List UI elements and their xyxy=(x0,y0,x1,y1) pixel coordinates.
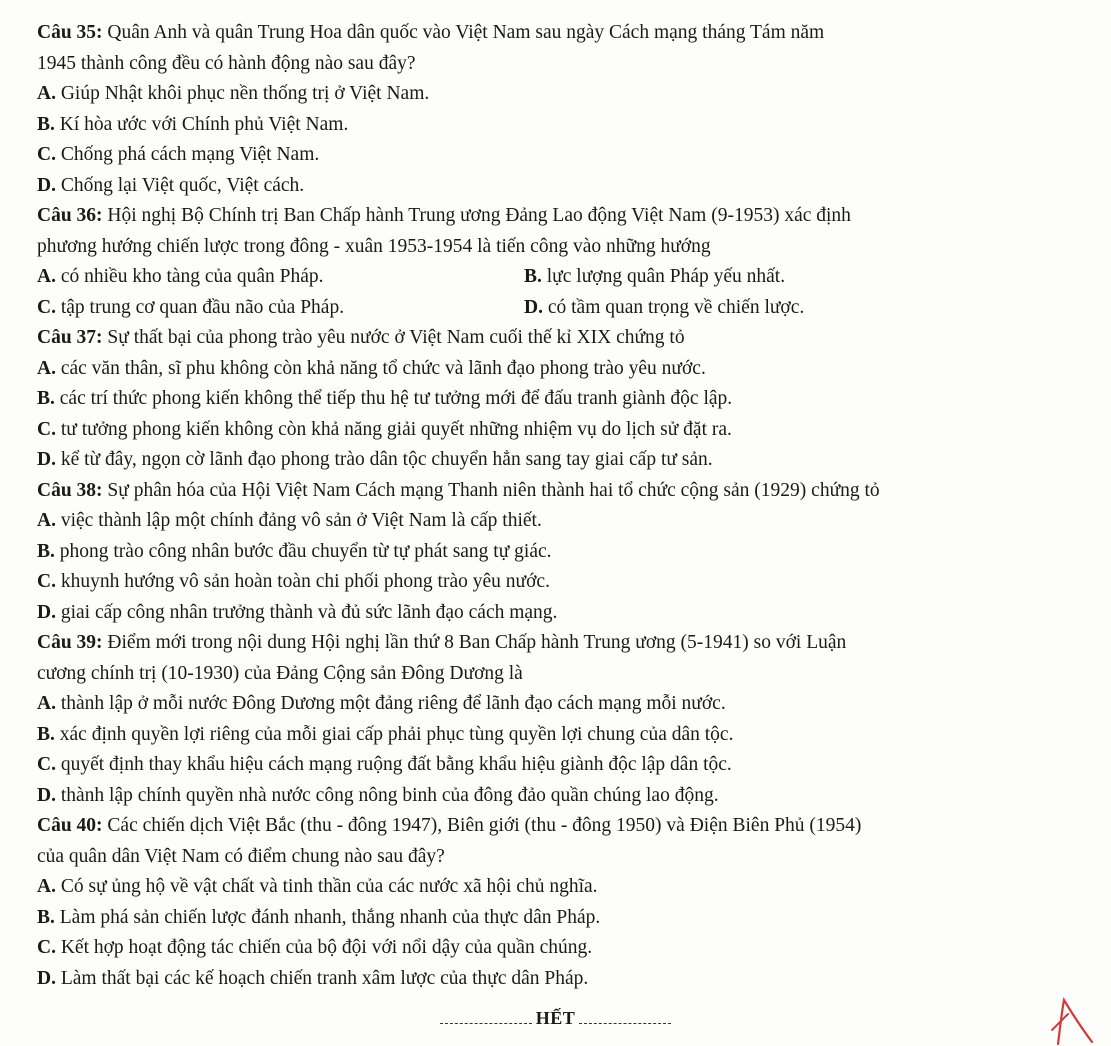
question-38 xyxy=(37,476,1077,629)
option-text: xác định quyền lợi riêng của mỗi giai cấp phải phục tùng quyền lợi chung của dân tộc. xyxy=(54,723,734,745)
option-letter: B. xyxy=(37,113,55,135)
option-d xyxy=(37,171,1077,202)
option-text: lực lượng quân Pháp yếu nhất. xyxy=(541,266,786,287)
option-letter: C. xyxy=(37,296,56,318)
question-stem-cont: phương hướng chiến lược trong đông - xuân 1953-1954 là tiến công vào những hướng xyxy=(37,235,711,257)
question-text: Các chiến dịch Việt Bắc (thu - đông 1947), Biên giới (thu - đông 1950) và Điện Biên Phủ (1954) xyxy=(102,815,862,836)
option-text: Chống phá cách mạng Việt Nam. xyxy=(55,144,320,165)
option-b xyxy=(37,903,1077,934)
option-b xyxy=(524,262,1024,293)
option-c xyxy=(37,933,1077,964)
option-a xyxy=(37,262,524,293)
option-b xyxy=(37,384,1077,415)
question-stem-cont: cương chính trị (10-1930) của Đảng Cộng sản Đông Dương là xyxy=(37,662,523,684)
option-text: các trí thức phong kiến không thể tiếp thu hệ tư tưởng mới để đấu tranh giành độc lập. xyxy=(54,388,733,409)
option-letter: D. xyxy=(524,296,543,318)
option-text: thành lập chính quyền nhà nước công nông binh của đông đảo quần chúng lao động. xyxy=(55,784,719,806)
option-letter: D. xyxy=(37,449,56,470)
question-stem-cont: của quân dân Việt Nam có điểm chung nào sau đây? xyxy=(37,845,445,867)
question-40 xyxy=(37,811,1077,994)
option-letter: B. xyxy=(37,540,55,562)
option-text: tư tưởng phong kiến không còn khả năng giải quyết những nhiệm vụ do lịch sử đặt ra. xyxy=(55,418,732,440)
option-text: Có sự ủng hộ về vật chất và tinh thần của các nước xã hội chủ nghĩa. xyxy=(55,876,598,897)
option-letter: A. xyxy=(37,83,56,104)
option-text: Làm phá sản chiến lược đánh nhanh, thắng nhanh của thực dân Pháp. xyxy=(54,906,601,928)
option-text: Chống lại Việt quốc, Việt cách. xyxy=(55,174,305,196)
option-d xyxy=(37,598,1077,629)
dashed-rule-right xyxy=(579,1023,671,1024)
option-letter: C. xyxy=(37,754,56,775)
option-text: khuynh hướng vô sản hoàn toàn chi phối phong trào yêu nước. xyxy=(55,571,550,592)
question-35 xyxy=(37,18,1077,201)
option-letter: D. xyxy=(37,601,56,623)
option-letter: D. xyxy=(37,784,56,806)
question-label: Câu 40: xyxy=(37,815,103,836)
option-text: Giúp Nhật khôi phục nền thống trị ở Việt Nam. xyxy=(55,83,430,104)
option-d xyxy=(37,964,1077,995)
end-text: HẾT xyxy=(535,1008,576,1028)
question-stem xyxy=(37,18,1077,49)
question-stem xyxy=(37,628,1077,659)
question-stem xyxy=(37,476,1077,507)
option-row xyxy=(37,262,1077,293)
option-d xyxy=(37,445,1077,476)
option-letter: C. xyxy=(37,571,56,592)
option-letter: B. xyxy=(524,266,542,287)
option-a xyxy=(37,79,1077,110)
option-d xyxy=(524,293,1024,324)
option-a xyxy=(37,354,1077,385)
option-letter: B. xyxy=(37,388,55,409)
option-a xyxy=(37,506,1077,537)
option-text: quyết định thay khẩu hiệu cách mạng ruộng đất bằng khẩu hiệu giành độc lập dân tộc. xyxy=(55,754,732,775)
option-letter: D. xyxy=(37,174,56,196)
option-b xyxy=(37,720,1077,751)
option-text: kể từ đây, ngọn cờ lãnh đạo phong trào dân tộc chuyển hẳn sang tay giai cấp tư sản. xyxy=(55,449,713,470)
question-text: Điểm mới trong nội dung Hội nghị lần thứ 8 Ban Chấp hành Trung ương (5-1941) so với Luận xyxy=(102,632,847,653)
question-list xyxy=(37,18,1077,994)
option-c xyxy=(37,140,1077,171)
question-37 xyxy=(37,323,1077,476)
question-label: Câu 36: xyxy=(37,205,103,226)
option-c xyxy=(37,750,1077,781)
option-c xyxy=(37,415,1077,446)
option-text: việc thành lập một chính đảng vô sản ở Việt Nam là cấp thiết. xyxy=(55,510,542,531)
option-text: có tầm quan trọng về chiến lược. xyxy=(542,296,805,318)
option-letter: D. xyxy=(37,967,56,989)
option-text: Làm thất bại các kế hoạch chiến tranh xâm lược của thực dân Pháp. xyxy=(55,967,589,989)
question-text: Sự thất bại của phong trào yêu nước ở Việt Nam cuối thế kỉ XIX chứng tỏ xyxy=(102,327,685,348)
question-text: Sự phân hóa của Hội Việt Nam Cách mạng Thanh niên thành hai tổ chức cộng sản (1929) chứng tỏ xyxy=(102,479,880,501)
option-text: tập trung cơ quan đầu não của Pháp. xyxy=(55,296,345,318)
option-d xyxy=(37,781,1077,812)
option-letter: C. xyxy=(37,418,56,440)
option-text: các văn thân, sĩ phu không còn khả năng tổ chức và lãnh đạo phong trào yêu nước. xyxy=(55,357,706,379)
option-letter: A. xyxy=(37,266,56,287)
option-text: Kết hợp hoạt động tác chiến của bộ đội với nổi dậy của quần chúng. xyxy=(55,937,593,958)
option-text: thành lập ở mỗi nước Đông Dương một đảng riêng để lãnh đạo cách mạng mỗi nước. xyxy=(55,693,726,714)
question-label: Câu 37: xyxy=(37,327,103,348)
end-marker xyxy=(0,1005,1111,1031)
question-stem xyxy=(37,811,1077,842)
option-letter: C. xyxy=(37,144,56,165)
option-text: Kí hòa ước với Chính phủ Việt Nam. xyxy=(54,113,349,135)
question-stem xyxy=(37,201,1077,232)
option-letter: B. xyxy=(37,906,55,928)
option-text: phong trào công nhân bước đầu chuyển từ tự phát sang tự giác. xyxy=(54,540,552,562)
red-pen-mark-icon xyxy=(1040,988,1100,1046)
dashed-rule-left xyxy=(440,1023,532,1024)
question-text: Hội nghị Bộ Chính trị Ban Chấp hành Trung ương Đảng Lao động Việt Nam (9-1953) xác định xyxy=(102,205,851,226)
question-label: Câu 39: xyxy=(37,632,103,653)
question-36 xyxy=(37,201,1077,323)
option-letter: A. xyxy=(37,357,56,379)
option-b xyxy=(37,537,1077,568)
option-text: có nhiều kho tàng của quân Pháp. xyxy=(55,266,324,287)
option-b xyxy=(37,110,1077,141)
question-39 xyxy=(37,628,1077,811)
option-row xyxy=(37,293,1077,324)
option-letter: A. xyxy=(37,693,56,714)
option-c xyxy=(37,567,1077,598)
question-stem-cont: 1945 thành công đều có hành động nào sau đây? xyxy=(37,52,416,74)
option-a xyxy=(37,689,1077,720)
option-letter: B. xyxy=(37,723,55,745)
option-letter: A. xyxy=(37,510,56,531)
question-text: Quân Anh và quân Trung Hoa dân quốc vào Việt Nam sau ngày Cách mạng tháng Tám năm xyxy=(102,22,825,43)
question-label: Câu 38: xyxy=(37,479,103,501)
question-stem xyxy=(37,323,1077,354)
option-letter: C. xyxy=(37,937,56,958)
option-text: giai cấp công nhân trưởng thành và đủ sức lãnh đạo cách mạng. xyxy=(55,601,558,623)
question-label: Câu 35: xyxy=(37,22,103,43)
option-letter: A. xyxy=(37,876,56,897)
option-a xyxy=(37,872,1077,903)
option-c xyxy=(37,293,524,324)
